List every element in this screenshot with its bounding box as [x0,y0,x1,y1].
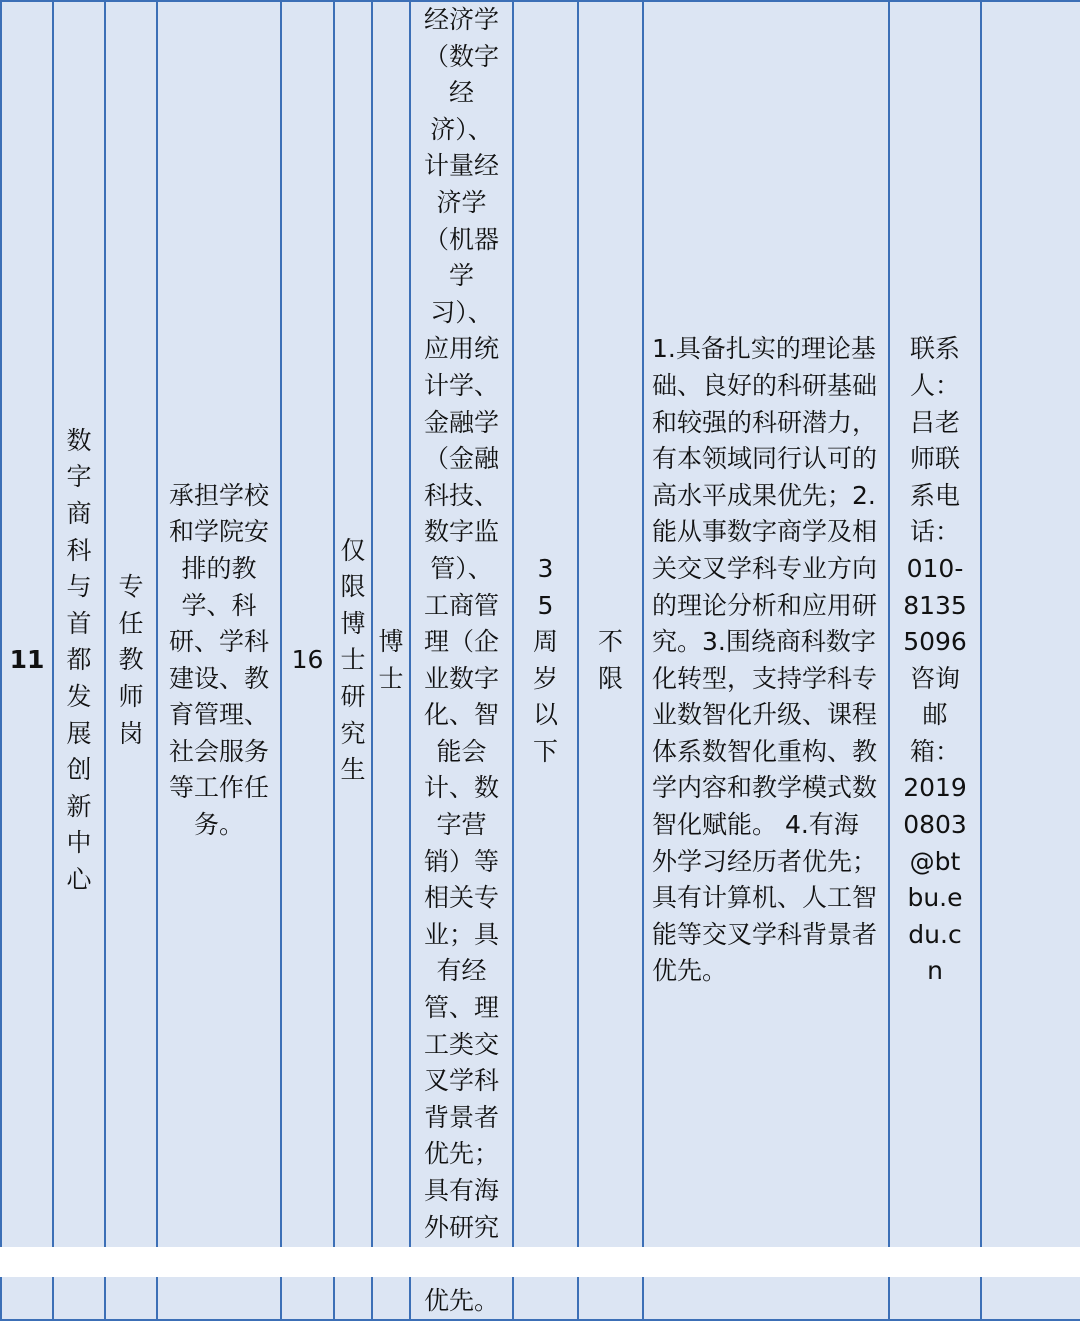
requirements-text: 1.具备扎实的理论基础、良好的科研基础和较强的科研潜力，有本领域同行认可的高水平成果优先；2.能从事数字商学及相关交叉学科专业方向的理论分析和应用研究。3.围绕商科数字化转型，支持学科专业数智化升级、课程体系数智化重构、教学内容和教学模式数智化赋能。 4.有海外学习经历者优先；具有计算机、人工智能等交叉学科背景者优先。 [652,334,878,986]
degree-requirement: 博士 [378,627,404,693]
department-cell [53,1,105,1320]
education-requirement: 仅限博士研究生 [340,535,366,785]
duties-text: 承担学校和学院安排的教学、科研、学科建设、教育管理、社会服务等工作任务。 [168,480,269,840]
requirements-cell [643,1,889,1320]
political-status: 不限 [597,627,623,693]
duties-cell [157,1,281,1320]
row-number-cell [1,1,53,1320]
political-status-cell [578,1,643,1320]
position-cell [105,1,157,1320]
contact-text: 联系人：吕老师联系电话：010-81355096咨询邮箱：20190803@btbu.edu.cn [903,334,967,986]
majors-text: 经济学（数字经济）、计量经济学（机器学习）、应用统计学、金融学（金融科技、数字监管）、工商管理（企业数字化、智能会计、数字营销）等相关专业；具有经管、理工类交叉学科背景者优先；具有海外研究 优先。 [423,5,499,1315]
row-number: 11 [9,645,45,675]
contact-cell [889,1,981,1320]
count-cell [281,1,334,1320]
recruit-count: 16 [291,645,324,675]
table-row [1,1,1080,1320]
department-name: 数字商科与首都发展创新中心 [66,425,92,894]
page-bottom-margin [0,1247,1080,1277]
age-requirement: 35周岁以下 [532,553,558,766]
remarks-cell [981,1,1080,1320]
age-cell [513,1,578,1320]
education-cell [334,1,372,1320]
degree-cell [372,1,410,1320]
position-name: 专任教师岗 [118,572,144,748]
majors-cell [410,1,513,1320]
